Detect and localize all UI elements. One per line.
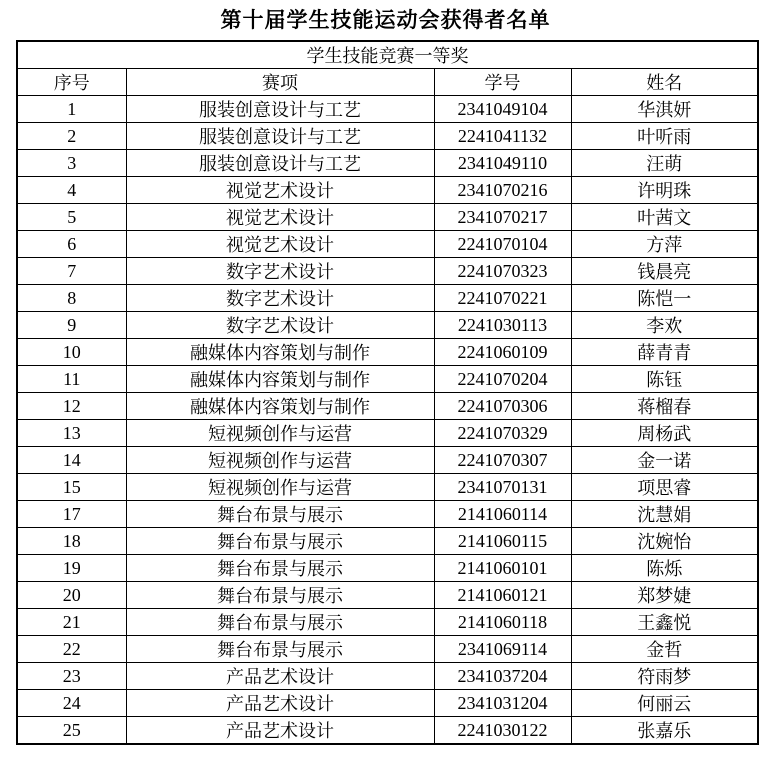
table-cell: 周杨武 <box>571 420 758 447</box>
table-cell: 舞台布景与展示 <box>126 582 434 609</box>
table-cell: 2341049104 <box>434 96 571 123</box>
column-header-student-id: 学号 <box>434 69 571 96</box>
table-cell: 13 <box>17 420 126 447</box>
column-header-index: 序号 <box>17 69 126 96</box>
table-cell: 22 <box>17 636 126 663</box>
table-row <box>17 717 758 745</box>
table-cell: 陈恺一 <box>571 285 758 312</box>
table-cell: 2241030113 <box>434 312 571 339</box>
table-cell: 2241041132 <box>434 123 571 150</box>
document-title: 第十届学生技能运动会获得者名单 <box>220 8 551 32</box>
table-cell: 2341070216 <box>434 177 571 204</box>
table-row <box>17 528 758 555</box>
table-cell: 2241060109 <box>434 339 571 366</box>
table-cell: 2241070204 <box>434 366 571 393</box>
table-cell: 2241070329 <box>434 420 571 447</box>
table-row <box>17 555 758 582</box>
table-cell: 短视频创作与运营 <box>126 474 434 501</box>
table-cell: 7 <box>17 258 126 285</box>
table-cell: 23 <box>17 663 126 690</box>
table-row <box>17 285 758 312</box>
table-cell: 舞台布景与展示 <box>126 609 434 636</box>
table-cell: 沈婉怡 <box>571 528 758 555</box>
table-cell: 叶听雨 <box>571 123 758 150</box>
table-cell: 舞台布景与展示 <box>126 528 434 555</box>
table-row <box>17 204 758 231</box>
table-cell: 2341037204 <box>434 663 571 690</box>
table-cell: 张嘉乐 <box>571 717 758 745</box>
table-cell: 5 <box>17 204 126 231</box>
table-cell: 视觉艺术设计 <box>126 231 434 258</box>
group-header-row <box>17 41 758 69</box>
table-cell: 20 <box>17 582 126 609</box>
table-cell: 18 <box>17 528 126 555</box>
table-cell: 融媒体内容策划与制作 <box>126 393 434 420</box>
table-cell: 9 <box>17 312 126 339</box>
table-cell: 1 <box>17 96 126 123</box>
table-cell: 2 <box>17 123 126 150</box>
table-cell: 3 <box>17 150 126 177</box>
table-cell: 2141060121 <box>434 582 571 609</box>
table-row <box>17 582 758 609</box>
table-row <box>17 258 758 285</box>
table-cell: 项思睿 <box>571 474 758 501</box>
table-cell: 2341049110 <box>434 150 571 177</box>
table-row <box>17 96 758 123</box>
table-cell: 21 <box>17 609 126 636</box>
table-cell: 蒋榴春 <box>571 393 758 420</box>
table-row <box>17 420 758 447</box>
table-cell: 12 <box>17 393 126 420</box>
table-row <box>17 366 758 393</box>
table-cell: 2141060114 <box>434 501 571 528</box>
table-cell: 2341031204 <box>434 690 571 717</box>
table-cell: 10 <box>17 339 126 366</box>
table-cell: 金一诺 <box>571 447 758 474</box>
table-row <box>17 609 758 636</box>
table-cell: 陈钰 <box>571 366 758 393</box>
table-cell: 数字艺术设计 <box>126 312 434 339</box>
table-cell: 视觉艺术设计 <box>126 204 434 231</box>
table-row <box>17 150 758 177</box>
table-cell: 何丽云 <box>571 690 758 717</box>
table-cell: 2141060101 <box>434 555 571 582</box>
table-cell: 2141060115 <box>434 528 571 555</box>
table-row <box>17 447 758 474</box>
table-cell: 2241070104 <box>434 231 571 258</box>
table-cell: 8 <box>17 285 126 312</box>
table-row <box>17 393 758 420</box>
table-cell: 汪萌 <box>571 150 758 177</box>
table-cell: 陈烁 <box>571 555 758 582</box>
table-cell: 许明珠 <box>571 177 758 204</box>
table-cell: 钱晨亮 <box>571 258 758 285</box>
table-cell: 方萍 <box>571 231 758 258</box>
table-cell: 2341070131 <box>434 474 571 501</box>
table-cell: 融媒体内容策划与制作 <box>126 339 434 366</box>
table-cell: 视觉艺术设计 <box>126 177 434 204</box>
table-cell: 2241070221 <box>434 285 571 312</box>
table-cell: 17 <box>17 501 126 528</box>
table-cell: 2241070307 <box>434 447 571 474</box>
table-cell: 沈慧娟 <box>571 501 758 528</box>
group-header-label: 学生技能竞赛一等奖 <box>17 41 758 69</box>
table-row <box>17 474 758 501</box>
table-cell: 11 <box>17 366 126 393</box>
table-cell: 24 <box>17 690 126 717</box>
table-cell: 2141060118 <box>434 609 571 636</box>
table-cell: 薛青青 <box>571 339 758 366</box>
column-header-name: 姓名 <box>571 69 758 96</box>
table-row <box>17 312 758 339</box>
table-cell: 14 <box>17 447 126 474</box>
table-cell: 2341070217 <box>434 204 571 231</box>
table-cell: 舞台布景与展示 <box>126 555 434 582</box>
table-cell: 舞台布景与展示 <box>126 501 434 528</box>
table-row <box>17 177 758 204</box>
table-cell: 华淇妍 <box>571 96 758 123</box>
table-row <box>17 501 758 528</box>
table-cell: 2241070306 <box>434 393 571 420</box>
table-cell: 产品艺术设计 <box>126 717 434 745</box>
table-cell: 6 <box>17 231 126 258</box>
table-cell: 19 <box>17 555 126 582</box>
table-cell: 产品艺术设计 <box>126 690 434 717</box>
table-row <box>17 636 758 663</box>
table-cell: 数字艺术设计 <box>126 285 434 312</box>
table-cell: 金哲 <box>571 636 758 663</box>
table-row <box>17 123 758 150</box>
table-cell: 15 <box>17 474 126 501</box>
table-cell: 4 <box>17 177 126 204</box>
table-row <box>17 663 758 690</box>
table-cell: 王鑫悦 <box>571 609 758 636</box>
table-cell: 2241070323 <box>434 258 571 285</box>
award-table <box>16 40 759 745</box>
table-cell: 服装创意设计与工艺 <box>126 96 434 123</box>
table-body <box>17 96 758 745</box>
table-row <box>17 339 758 366</box>
table-cell: 25 <box>17 717 126 745</box>
table-cell: 舞台布景与展示 <box>126 636 434 663</box>
column-header-event: 赛项 <box>126 69 434 96</box>
table-row <box>17 690 758 717</box>
table-cell: 短视频创作与运营 <box>126 420 434 447</box>
table-cell: 服装创意设计与工艺 <box>126 123 434 150</box>
table-cell: 服装创意设计与工艺 <box>126 150 434 177</box>
table-cell: 符雨梦 <box>571 663 758 690</box>
table-cell: 2241030122 <box>434 717 571 745</box>
table-cell: 2341069114 <box>434 636 571 663</box>
table-cell: 叶茜文 <box>571 204 758 231</box>
table-cell: 李欢 <box>571 312 758 339</box>
table-row <box>17 231 758 258</box>
table-cell: 郑梦婕 <box>571 582 758 609</box>
table-cell: 数字艺术设计 <box>126 258 434 285</box>
table-cell: 短视频创作与运营 <box>126 447 434 474</box>
table-cell: 融媒体内容策划与制作 <box>126 366 434 393</box>
table-cell: 产品艺术设计 <box>126 663 434 690</box>
column-header-row <box>17 69 758 96</box>
